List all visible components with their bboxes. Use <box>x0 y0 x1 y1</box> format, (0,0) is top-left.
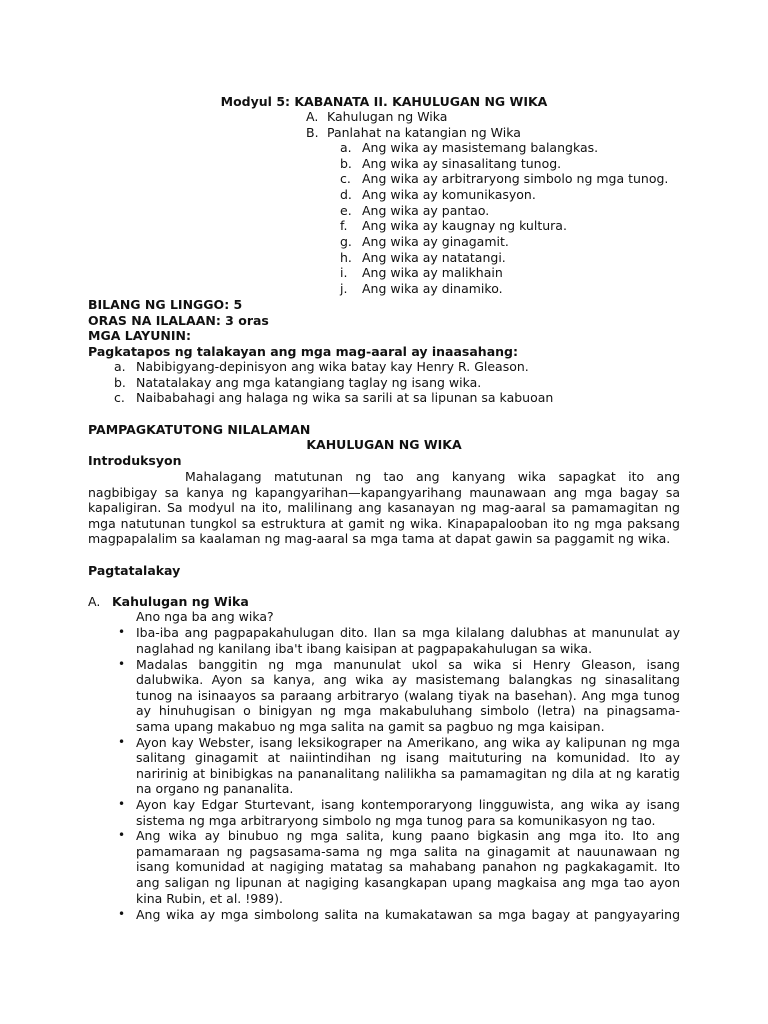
pagkatapos-heading: Pagkatapos ng talakayan ang mga mag-aaral ay inaasahang: <box>88 344 518 359</box>
bullet-line: naglahad ng kanilang iba't ibang kaisipan at pagpapakahulugan sa wika. <box>136 641 593 656</box>
outline-b-text: Panlahat na katangian ng Wika <box>327 125 521 140</box>
outline-sub-text: Ang wika ay malikhain <box>362 265 503 280</box>
outline-sub-text: Ang wika ay sinasalitang tunog. <box>362 156 562 171</box>
outline-sub-marker: f. <box>340 218 348 233</box>
content-subheading: KAHULUGAN NG WIKA <box>306 437 462 452</box>
intro-line: Mahalagang matutunan ng tao ang kanyang wika sapagkat ito ang <box>185 469 680 484</box>
intro-line: kapaligiran. Sa modyul na ito, malilinang ang kasanayan ng mag-aaral sa pamamagitan ng <box>88 500 680 515</box>
bullet-line: salitang ginagamit at naiintindihan ng isang maituturing na komunidad. Ito ay <box>136 750 680 765</box>
objective-marker: c. <box>114 390 125 405</box>
intro-title: Introduksyon <box>88 453 182 468</box>
bullet-line: naririnig at binibigkas na pananalitang nalilikha sa pamamagitan ng dila at ng karatig <box>136 766 680 781</box>
bullet-line: ang saligan ng lipunan at nagiging kasangkapan upang magkaisa ang mga tao ayon <box>136 875 680 890</box>
bullet-line: pamamaraan ng pagsasama-sama ng mga salita na ginagamit at nauunawaan ng <box>136 844 680 859</box>
bullet-line: ay hinuhugisan o binigyan ng mga makabuluhang simbolo (letra) na pinagsama- <box>136 703 680 718</box>
bullet-line: Madalas banggitin ng mga manunulat ukol sa wika si Henry Gleason, isang <box>136 657 680 672</box>
bullet-glyph: • <box>118 657 126 671</box>
outline-sub-text: Ang wika ay kaugnay ng kultura. <box>362 218 567 233</box>
outline-sub-marker: a. <box>340 140 352 155</box>
outline-sub-text: Ang wika ay natatangi. <box>362 250 506 265</box>
section-a-title: Kahulugan ng Wika <box>112 594 249 609</box>
outline-sub-marker: c. <box>340 171 351 186</box>
outline-sub-marker: b. <box>340 156 352 171</box>
bullet-line: isang komunidad at nagiging matatag sa mahabang panahon ng pagkakagamit. Ito <box>136 859 680 874</box>
bullet-line: sama upang makabuo ng mga salita na gamit sa pagbuo ng mga kaisipan. <box>136 719 605 734</box>
bullet-line: dalubwika. Ayon sa kanya, ang wika ay masistemang balangkas ng sinasalitang <box>136 672 680 687</box>
bullet-line: Ayon kay Webster, isang leksikograper na Amerikano, ang wika ay kalipunan ng mga <box>136 735 680 750</box>
objective-text: Nabibigyang-depinisyon ang wika batay kay Henry R. Gleason. <box>136 359 529 374</box>
bullet-line: Iba-iba ang pagpapakahulugan dito. Ilan sa mga kilalang dalubhas at manunulat ay <box>136 625 680 640</box>
objective-text: Natatalakay ang mga katangiang taglay ng isang wika. <box>136 375 482 390</box>
bullet-line: tunog na isinaayos sa paraang arbitraryo (walang tiyak na basehan). Ang mga tunog <box>136 688 680 703</box>
outline-a-text: Kahulugan ng Wika <box>327 109 448 124</box>
question-line: Ano nga ba ang wika? <box>136 609 274 624</box>
bullet-line: na organo ng pananalita. <box>136 781 294 796</box>
bullet-glyph: • <box>118 907 126 921</box>
intro-line: nagbibigay sa kanya ng kapangyarihan—kapangyarihang maunawaan ang mga bagay sa <box>88 485 680 500</box>
bullet-line: sistema ng mga arbitraryong simbolo ng mga tunog para sa komunikasyon ng tao. <box>136 813 656 828</box>
bullet-glyph: • <box>118 828 126 842</box>
bullet-line: Ayon kay Edgar Sturtevant, isang kontemporaryong lingguwista, ang wika ay isang <box>136 797 680 812</box>
outline-sub-text: Ang wika ay arbitraryong simbolo ng mga tunog. <box>362 171 669 186</box>
bullet-glyph: • <box>118 735 126 749</box>
outline-a-marker: A. <box>306 109 319 124</box>
outline-sub-marker: h. <box>340 250 352 265</box>
objective-marker: a. <box>114 359 126 374</box>
outline-sub-marker: e. <box>340 203 352 218</box>
outline-sub-marker: j. <box>340 281 348 296</box>
outline-sub-marker: i. <box>340 265 348 280</box>
outline-sub-text: Ang wika ay pantao. <box>362 203 490 218</box>
oras-na-ilalaan: ORAS NA ILALAAN: 3 oras <box>88 313 269 328</box>
pagtatalakay-heading: Pagtatalakay <box>88 563 181 578</box>
bilang-ng-linggo: BILANG NG LINGGO: 5 <box>88 297 243 312</box>
section-a-marker: A. <box>88 594 101 609</box>
outline-b-marker: B. <box>306 125 319 140</box>
bullet-glyph: • <box>118 625 126 639</box>
outline-sub-marker: g. <box>340 234 352 249</box>
intro-line: mga natutunan tungkol sa estruktura at gamit ng wika. Kinapapalooban ito ng mga paksang <box>88 516 680 531</box>
mga-layunin: MGA LAYUNIN: <box>88 328 191 343</box>
bullet-line: kina Rubin, et al. !989). <box>136 891 283 906</box>
outline-sub-text: Ang wika ay dinamiko. <box>362 281 503 296</box>
bullet-line: Ang wika ay mga simbolong salita na kumakatawan sa mga bagay at pangyayaring <box>136 907 680 922</box>
outline-sub-text: Ang wika ay ginagamit. <box>362 234 509 249</box>
objective-text: Naibabahagi ang halaga ng wika sa sarili at sa lipunan sa kabuoan <box>136 390 554 405</box>
outline-sub-marker: d. <box>340 187 352 202</box>
intro-line: magpapalalim sa kaalaman ng mag-aaral sa mga tama at dapat gawin sa paggamit ng wika. <box>88 531 671 546</box>
content-heading: PAMPAGKATUTONG NILALAMAN <box>88 422 311 437</box>
bullet-line: Ang wika ay binubuo ng mga salita, kung paano bigkasin ang mga ito. Ito ang <box>136 828 680 843</box>
bullet-glyph: • <box>118 797 126 811</box>
outline-sub-text: Ang wika ay masistemang balangkas. <box>362 140 599 155</box>
module-title: Modyul 5: KABANATA II. KAHULUGAN NG WIKA <box>220 94 548 109</box>
objective-marker: b. <box>114 375 126 390</box>
outline-sub-text: Ang wika ay komunikasyon. <box>362 187 536 202</box>
